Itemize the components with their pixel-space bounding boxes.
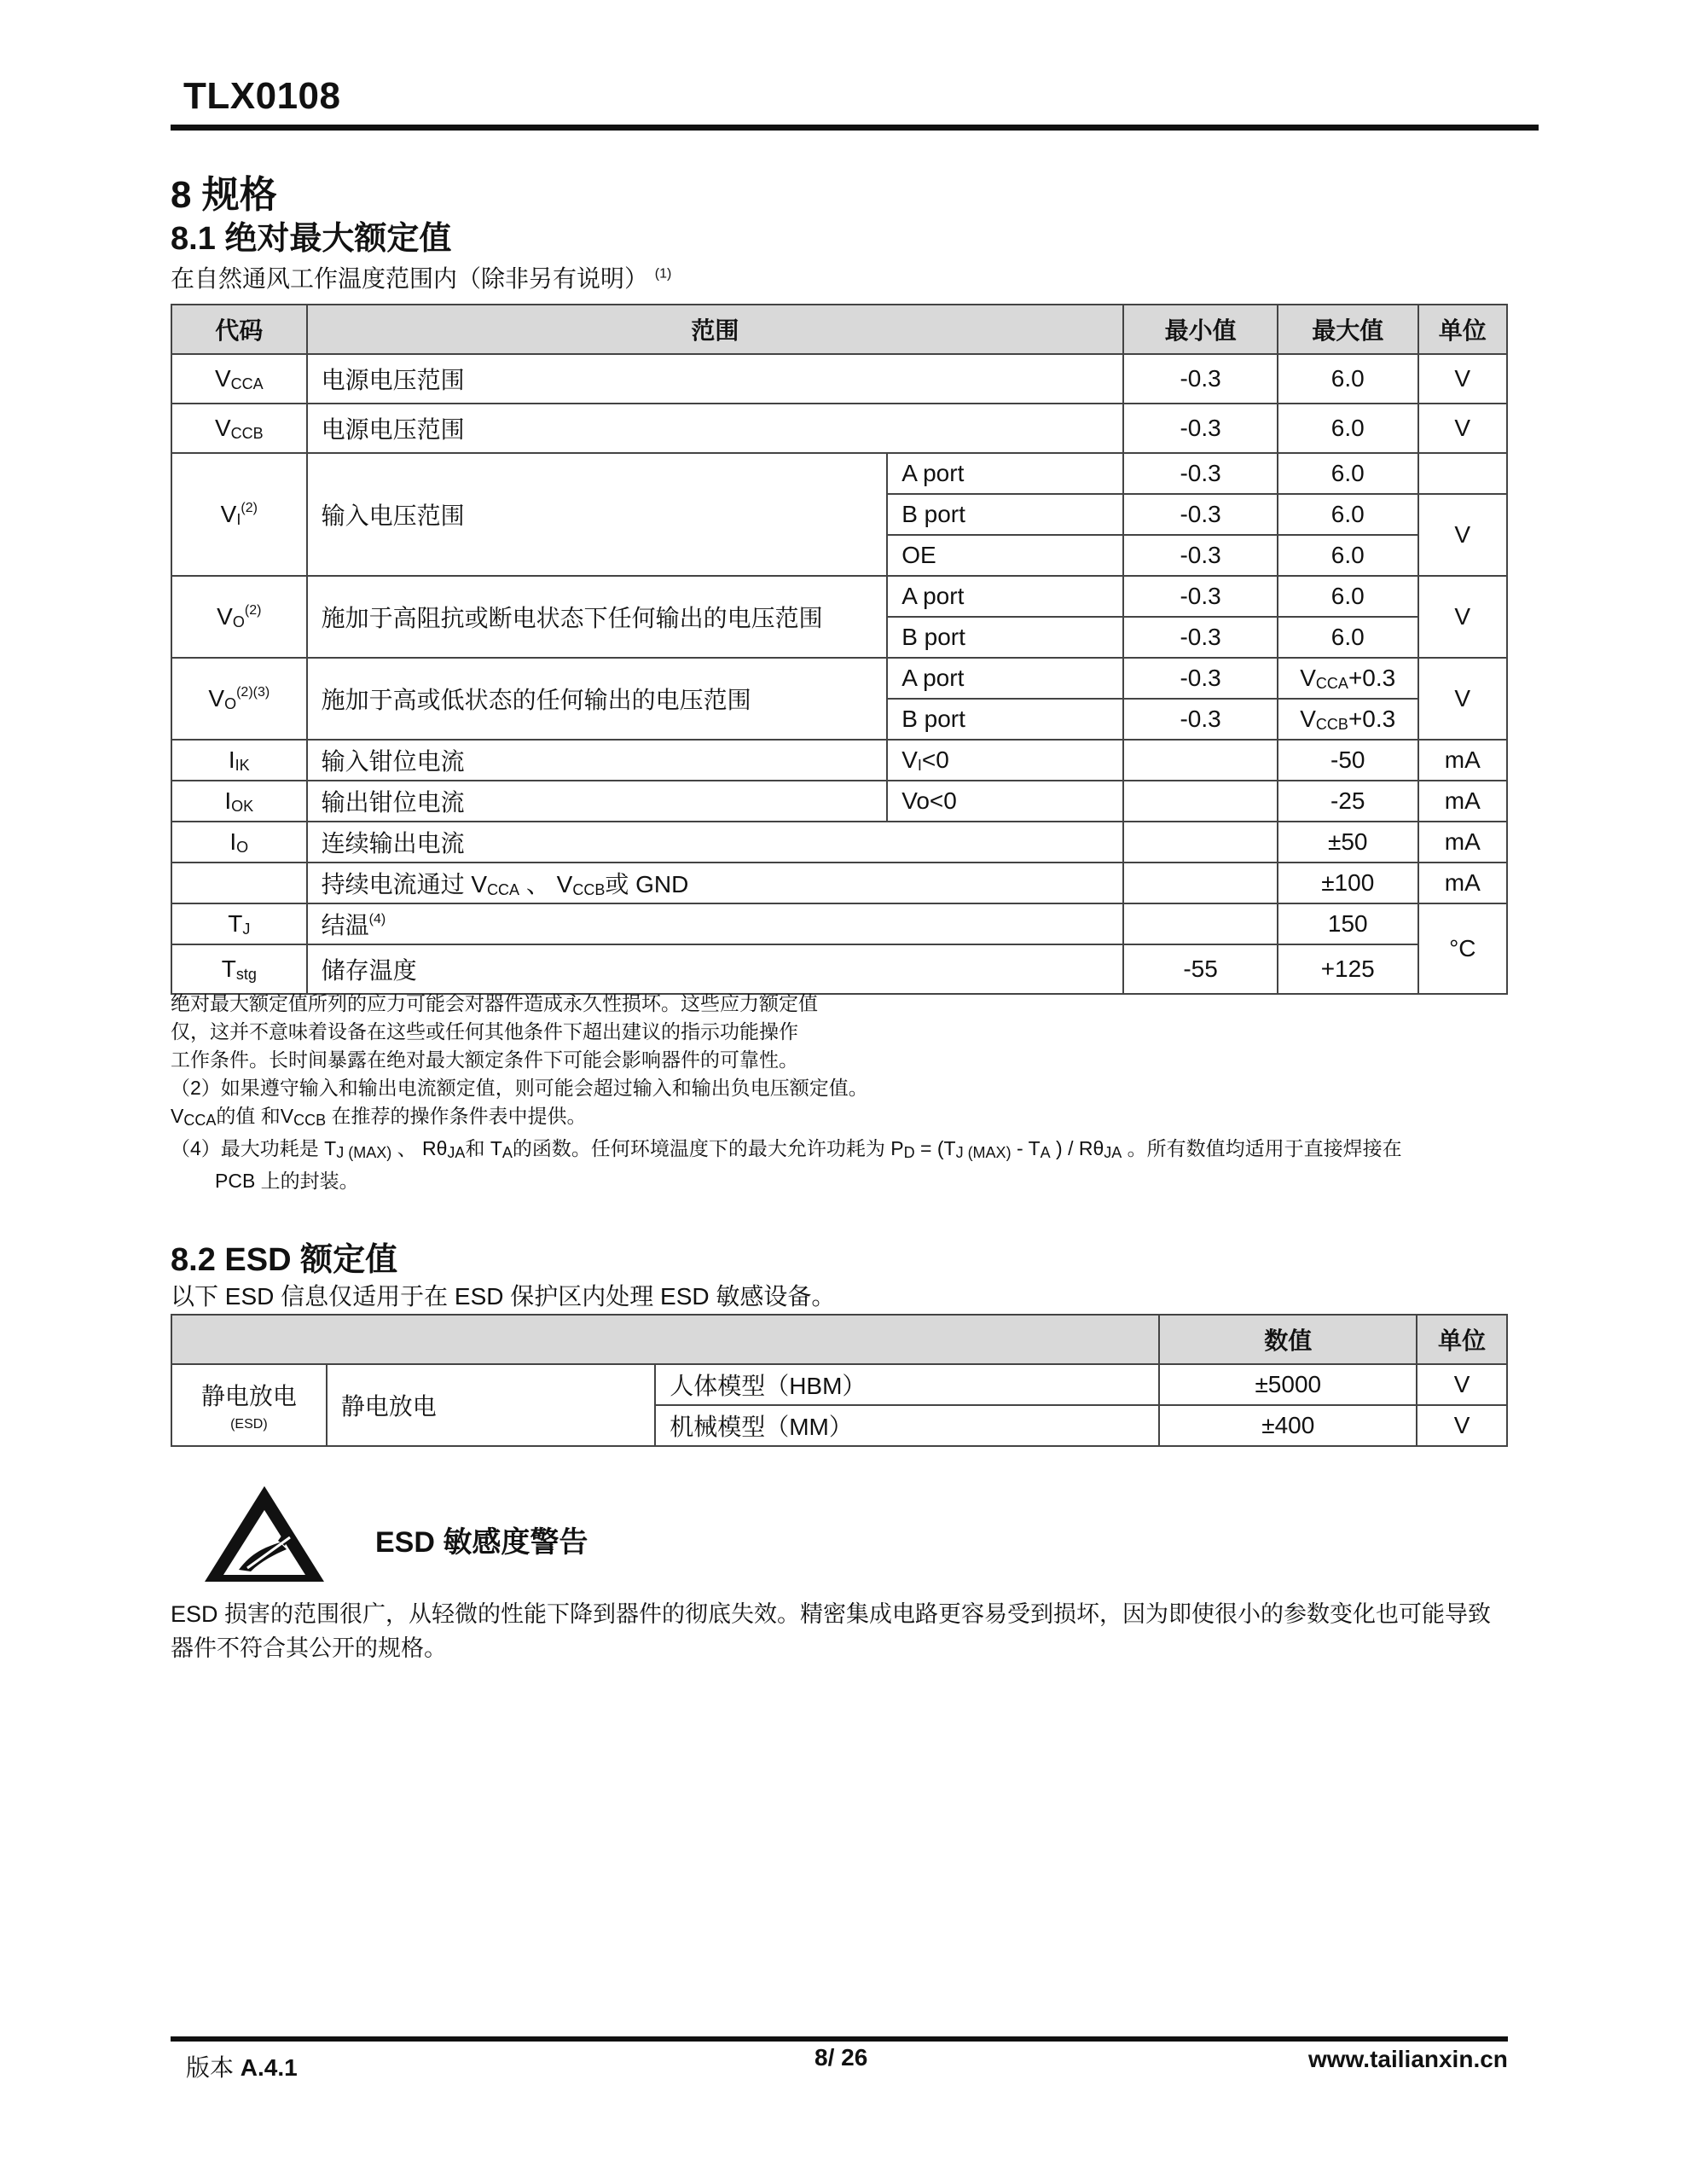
row-min-empty — [1123, 740, 1278, 781]
esd-value-hbm: ±5000 — [1159, 1364, 1417, 1405]
row-unit: V — [1418, 494, 1507, 576]
row-condition: Vo<0 — [887, 781, 1123, 822]
row-min-empty — [1123, 863, 1278, 903]
row-symbol: VCCB — [171, 404, 307, 453]
row-symbol: IO — [171, 822, 307, 863]
warning-title: ESD 敏感度警告 — [375, 1526, 588, 1559]
table-row — [171, 781, 1507, 822]
row-desc: 电源电压范围 — [307, 354, 1124, 404]
doc-title: TLX0108 — [183, 75, 341, 117]
row-desc: 储存温度 — [307, 944, 1124, 994]
footer-page-number: 8/ 26 — [815, 2044, 868, 2071]
row-unit: mA — [1418, 863, 1507, 903]
note-1c: 工作条件。长时间暴露在绝对最大额定条件下可能会影响器件的可靠性。 — [171, 1048, 798, 1071]
row-min: -0.3 — [1123, 453, 1278, 494]
row-condition: VI<0 — [887, 740, 1123, 781]
row-max: 6.0 — [1278, 535, 1418, 576]
row-port: B port — [887, 699, 1123, 740]
row-min: -0.3 — [1123, 535, 1278, 576]
table-row — [171, 354, 1507, 404]
col-range: 范围 — [307, 305, 1124, 354]
table-row — [171, 1364, 1507, 1405]
row-port: OE — [887, 535, 1123, 576]
row-desc: 施加于高阻抗或断电状态下任何输出的电压范围 — [307, 576, 888, 658]
row-max: -25 — [1278, 781, 1418, 822]
abs-max-table — [171, 304, 1508, 995]
row-port: B port — [887, 494, 1123, 535]
row-min: -0.3 — [1123, 617, 1278, 658]
table-header-row — [171, 305, 1507, 354]
row-desc: 施加于高或低状态的任何输出的电压范围 — [307, 658, 888, 740]
row-min: -55 — [1123, 944, 1278, 994]
col-unit: 单位 — [1418, 305, 1507, 354]
row-max: 6.0 — [1278, 494, 1418, 535]
section-heading: 8 规格 — [171, 174, 277, 216]
esd-heading: 8.2 ESD 额定值 — [171, 1242, 398, 1278]
esd-label: 静电放电 (ESD) — [171, 1364, 327, 1446]
col-code: 代码 — [171, 305, 307, 354]
note-2: （2）如果遵守输入和输出电流额定值，则可能会超过输入和输出负电压额定值。 — [171, 1077, 868, 1099]
esd-unit-hbm: V — [1417, 1364, 1507, 1405]
row-symbol: Tstg — [171, 944, 307, 994]
table-row — [171, 863, 1507, 903]
row-symbol: VI$^{(2)}$ — [171, 453, 307, 576]
row-symbol: TJ — [171, 903, 307, 944]
row-port: A port — [887, 453, 1123, 494]
header-rule — [171, 125, 1539, 131]
row-port: A port — [887, 576, 1123, 617]
row-unit: mA — [1418, 781, 1507, 822]
row-symbol: IIK — [171, 740, 307, 781]
footer-rule — [171, 2036, 1508, 2042]
row-max: 6.0 — [1278, 354, 1418, 404]
table-row — [171, 944, 1507, 994]
row-max: -50 — [1278, 740, 1418, 781]
row-min: -0.3 — [1123, 576, 1278, 617]
row-desc: 输入钳位电流 — [307, 740, 888, 781]
row-max: ±100 — [1278, 863, 1418, 903]
intro-note: (1) — [654, 266, 672, 282]
row-symbol: VCCA — [171, 354, 307, 404]
esd-table — [171, 1314, 1508, 1447]
note-3: VCCA的值 和VCCB 在推荐的操作条件表中提供。 — [171, 1105, 587, 1129]
esd-warning-icon — [205, 1486, 324, 1582]
row-min-empty — [1123, 903, 1278, 944]
row-desc: 输出钳位电流 — [307, 781, 888, 822]
row-max: +125 — [1278, 944, 1418, 994]
row-desc: 电源电压范围 — [307, 404, 1124, 453]
note-1b: 仅，这并不意味着设备在这些或任何其他条件下超出建议的指示功能操作 — [171, 1020, 798, 1043]
row-max: 150 — [1278, 903, 1418, 944]
table-row — [171, 404, 1507, 453]
row-desc: 结温$^{(4)}$ — [307, 903, 1124, 944]
note-1a: 绝对最大额定值所列的应力可能会对器件造成永久性损坏。这些应力额定值 — [171, 992, 818, 1014]
row-symbol-empty — [171, 863, 307, 903]
row-unit: mA — [1418, 822, 1507, 863]
row-min: -0.3 — [1123, 699, 1278, 740]
warning-text: ESD 损害的范围很广，从轻微的性能下降到器件的彻底失效。精密集成电路更容易受到损坏，因为即使很小的参数变化也可能导致器件不符合其公开的规格。 — [171, 1601, 1492, 1661]
row-min: -0.3 — [1123, 658, 1278, 699]
table-row — [171, 740, 1507, 781]
row-unit: V — [1418, 658, 1507, 740]
table-row — [171, 658, 1507, 699]
col-max: 最大值 — [1278, 305, 1418, 354]
row-unit: V — [1418, 404, 1507, 453]
row-max: ±50 — [1278, 822, 1418, 863]
row-unit: V — [1418, 354, 1507, 404]
col-value: 数值 — [1159, 1315, 1417, 1364]
esd-model-mm: 机械模型（MM） — [655, 1405, 1159, 1446]
row-min: -0.3 — [1123, 494, 1278, 535]
col-unit: 单位 — [1417, 1315, 1507, 1364]
abs-max-heading: 8.1 绝对最大额定值 — [171, 221, 452, 257]
table-row — [171, 822, 1507, 863]
row-desc: 持续电流通过 VCCA 、 VCCB或 GND — [307, 863, 1124, 903]
table-header-row — [171, 1315, 1507, 1364]
row-symbol: IOK — [171, 781, 307, 822]
row-unit: °C — [1418, 903, 1507, 994]
row-symbol: $VO^{(2)(3)}$ — [171, 658, 307, 740]
col-min: 最小值 — [1123, 305, 1278, 354]
esd-value-mm: ±400 — [1159, 1405, 1417, 1446]
row-max: 6.0 — [1278, 404, 1418, 453]
footer-url[interactable]: www.tailianxin.cn — [1308, 2046, 1508, 2072]
row-unit-empty — [1418, 453, 1507, 494]
row-unit: mA — [1418, 740, 1507, 781]
table-row — [171, 576, 1507, 617]
row-port: A port — [887, 658, 1123, 699]
row-max: 6.0 — [1278, 453, 1418, 494]
abs-max-intro — [171, 260, 671, 294]
footer-version: 版本 A.4.1 — [186, 2054, 298, 2081]
row-port: B port — [887, 617, 1123, 658]
row-desc: 连续输出电流 — [307, 822, 1124, 863]
col-blank — [171, 1315, 1159, 1364]
esd-desc: 静电放电 — [327, 1364, 655, 1446]
row-max: 6.0 — [1278, 576, 1418, 617]
note-4: （4）最大功耗是 TJ (MAX) 、 RθJA和 TA的函数。任何环境温度下的最大允许功耗为 PD = (TJ (MAX) - TA ) / RθJA 。所有数值均适用于直接焊接在 — [171, 1137, 1402, 1161]
row-max: VCCA+0.3 — [1278, 658, 1418, 699]
row-max: 6.0 — [1278, 617, 1418, 658]
row-symbol: VO$^{(2)}$ — [171, 576, 307, 658]
esd-unit-mm: V — [1417, 1405, 1507, 1446]
intro-text: 在自然通风工作温度范围内（除非另有说明） — [171, 265, 649, 292]
table-row — [171, 903, 1507, 944]
row-min: -0.3 — [1123, 354, 1278, 404]
row-min: -0.3 — [1123, 404, 1278, 453]
esd-intro: 以下 ESD 信息仅适用于在 ESD 保护区内处理 ESD 敏感设备。 — [171, 1283, 836, 1310]
esd-model-hbm: 人体模型（HBM） — [655, 1364, 1159, 1405]
row-min-empty — [1123, 822, 1278, 863]
row-max: VCCB+0.3 — [1278, 699, 1418, 740]
table-row — [171, 453, 1507, 494]
row-min-empty — [1123, 781, 1278, 822]
note-4-cont: PCB 上的封装。 — [215, 1170, 359, 1192]
row-desc: 输入电压范围 — [307, 453, 888, 576]
row-unit: V — [1418, 576, 1507, 658]
table-notes — [171, 990, 1518, 1195]
